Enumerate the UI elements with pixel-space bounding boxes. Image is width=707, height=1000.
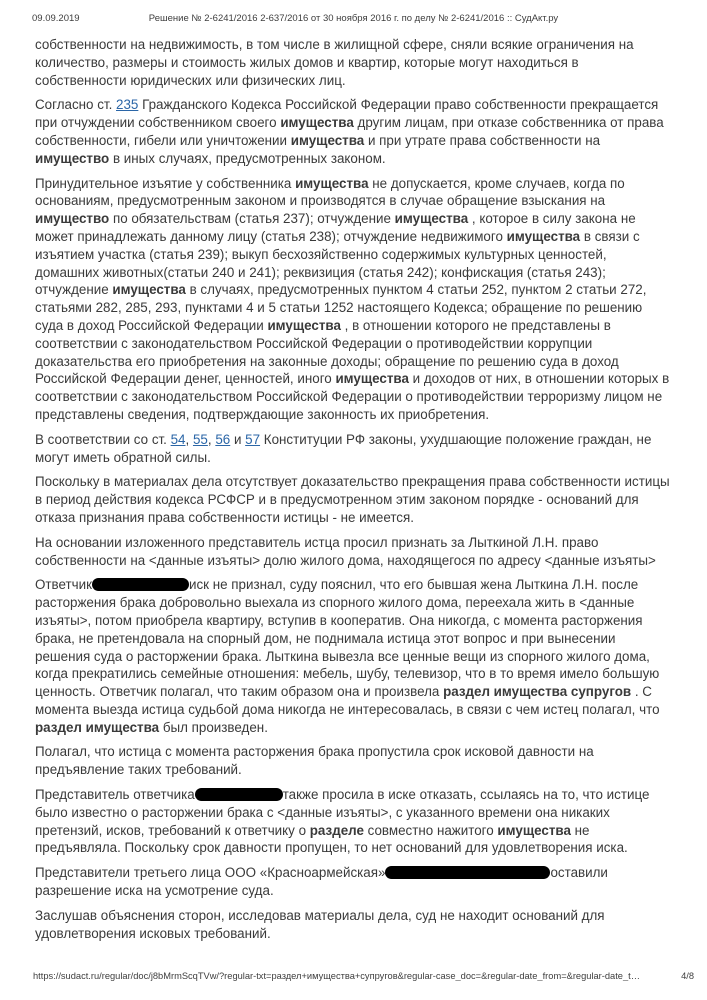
text-run: совместно нажитого bbox=[363, 822, 498, 838]
text-run: , bbox=[207, 431, 216, 447]
text-run: в иных случаях, предусмотренных законом. bbox=[109, 150, 386, 166]
text-run: Представители третьего лица ООО «Красноармейская» bbox=[35, 865, 386, 881]
bold-text-run: имущество bbox=[35, 150, 110, 166]
bold-text-run: имущества bbox=[267, 317, 341, 333]
redaction-box bbox=[195, 788, 283, 801]
statute-link[interactable]: 55 bbox=[192, 431, 208, 447]
text-run: не допускается, кроме случаев, когда по основаниям, предусмотренным законом и производятся в случае обращение взыскания на bbox=[35, 175, 625, 209]
print-date: 09.09.2019 bbox=[32, 13, 80, 24]
paragraph bbox=[35, 473, 673, 526]
paragraph bbox=[35, 786, 673, 857]
text-run: был произведен. bbox=[159, 719, 268, 735]
print-title: Решение № 2-6241/2016 2-637/2016 от 30 ноября 2016 г. по делу № 2-6241/2016 :: СудАкт.ру bbox=[148, 13, 559, 24]
text-run: по обязательствам (статья 237); отчуждение bbox=[109, 211, 395, 227]
text-run: иск не признал, суду пояснил, что его бывшая жена Лыткина Л.Н. после расторжения брака добровольно выехала из спорного жилого дома, переехала жить в <данные изъяты>, потом приобрела квартиру, вступив в кооператив. Она никогда, с момента расторжения брака, не претендовала на спорный дом, не поднимала истица этот вопрос и при вынесении решения суда о расторжении брака. Лыткина вывезла все ценные вещи из спорного жилого дома, когда прекратились семейные отношения: мебель, шубу, телевизор, что в то время имело большую ценность. Ответчик полагал, что таким образом она и произвела bbox=[35, 577, 660, 700]
paragraph bbox=[35, 36, 673, 89]
text-run: и при утрате права собственности на bbox=[364, 132, 601, 148]
text-run: Полагал, что истица с момента расторжения брака пропустила срок исковой давности на предъявление таких требований. bbox=[35, 744, 594, 778]
text-run: Представитель ответчика bbox=[35, 787, 195, 803]
text-run: В соответствии со ст. bbox=[35, 431, 171, 447]
paragraph bbox=[35, 864, 673, 900]
statute-link[interactable]: 57 bbox=[245, 431, 261, 447]
paragraph bbox=[35, 96, 673, 167]
paragraph bbox=[35, 431, 673, 467]
bold-text-run: имущества bbox=[394, 211, 469, 227]
bold-text-run: имущества bbox=[295, 175, 369, 191]
text-run: и bbox=[230, 431, 246, 447]
text-run: собственности на недвижимость, в том числе в жилищной сфере, сняли всякие ограничения на количество, размеры и стоимость жилых домов и квартир, которые могут находиться в собственности юридических или физических лиц. bbox=[35, 37, 634, 88]
bold-text-run: разделе bbox=[309, 822, 364, 838]
bold-text-run: имущества bbox=[506, 228, 581, 244]
bold-text-run: раздел имущества супругов bbox=[443, 684, 632, 700]
redaction-box bbox=[92, 578, 189, 591]
redaction-box bbox=[385, 866, 550, 879]
bold-text-run: имущества bbox=[290, 132, 365, 148]
page-indicator: 4/8 bbox=[681, 971, 694, 981]
text-run: не предъявляла. Поскольку срок давности пропущен, то нет оснований для удовлетворения иска. bbox=[35, 822, 628, 856]
text-run: На основании изложенного представитель истца просил признать за Лыткиной Л.Н. право собственности на <данные изъяты> долю жилого дома, находящегося по адресу <данные изъяты> bbox=[35, 534, 656, 568]
paragraph bbox=[35, 534, 673, 570]
text-run: Ответчик bbox=[35, 577, 92, 593]
bold-text-run: имущества bbox=[280, 115, 354, 131]
text-run: , которое в силу закона не может принадлежать данному лицу (статья 238); отчуждение недвижимого bbox=[35, 211, 636, 244]
statute-link[interactable]: 56 bbox=[215, 431, 231, 447]
print-footer bbox=[33, 971, 694, 981]
text-run: в связи с изъятием участка (статья 239); выкуп бесхозяйственно содержимых культурных ценностей, домашних животных(статьи 240 и 241); реквизиция (статья 242); конфискация (статья 243); отчуждение bbox=[35, 228, 640, 298]
bold-text-run: имущества bbox=[497, 822, 571, 838]
bold-text-run: раздел имущества bbox=[35, 719, 160, 735]
text-run: Заслушав объяснения сторон, исследовав материалы дела, суд не находит оснований для удовлетворения исковых требований. bbox=[35, 907, 605, 941]
document-body bbox=[35, 36, 673, 949]
paragraph bbox=[35, 743, 673, 779]
text-run: Согласно ст. bbox=[35, 97, 117, 113]
text-run: также просила в иске отказать, ссылаясь на то, что истице было известно о расторжении брака с <данные изъяты>, с указанного времени она никаких претензий, исков, требований к ответчику о bbox=[35, 787, 650, 838]
text-run: Гражданского Кодекса Российской Федерации право собственности прекращается при отчуждении собственником своего bbox=[35, 97, 659, 131]
text-run: . С момента выезда истица судьбой дома никогда не интересовалась, в связи с чем истец полагал, что bbox=[35, 684, 660, 717]
paragraph bbox=[35, 175, 673, 424]
statute-link[interactable]: 235 bbox=[116, 97, 139, 113]
text-run: другим лицам, при отказе собственника от права собственности, гибели или уничтожении bbox=[35, 115, 664, 148]
footer-url: https://sudact.ru/regular/doc/j8bMrmScqTVw/?regular-txt=раздел+имущества+супругов&regular-case_doc=&regular-date_from=&regular-date_t… bbox=[33, 971, 640, 981]
paragraph bbox=[35, 576, 673, 736]
paragraph bbox=[35, 907, 673, 943]
text-run: , bbox=[185, 431, 193, 447]
text-run: Принудительное изъятие у собственника bbox=[35, 175, 296, 191]
statute-link[interactable]: 54 bbox=[170, 431, 186, 447]
text-run: в случаях, предусмотренных пунктом 4 статьи 252, пунктом 2 статьи 272, статьями 282, 285, 293, пунктами 4 и 5 статьи 1252 настоящего Кодекса; обращение по решению суда в доход Российской Федерации bbox=[35, 282, 647, 333]
text-run: , в отношении которого не представлены в соответствии с законодательством Российской Федерации о противодействии коррупции доказательства его приобретения на законные доходы; обращение по решению суда в доход Российской Федерации денег, ценностей, иного bbox=[35, 317, 619, 387]
bold-text-run: имущества bbox=[335, 371, 409, 387]
text-run: и доходов от них, в отношении которых в соответствии с законодательством Российской Федерации о противодействии терроризму лицом не представлены сведения, подтверждающие законность их приобретения. bbox=[35, 371, 670, 422]
print-header bbox=[0, 13, 707, 25]
text-run: Поскольку в материалах дела отсутствует доказательство прекращения права собственности истицы в период действия кодекса РСФСР и в предусмотренном этим законом порядке - оснований для отказа признания права собственности истицы - не имеется. bbox=[35, 474, 670, 525]
bold-text-run: имущество bbox=[35, 211, 110, 227]
text-run: оставили разрешение иска на усмотрение суда. bbox=[35, 865, 608, 899]
text-run: Конституции РФ законы, ухудшающие положение граждан, не могут иметь обратной силы. bbox=[35, 431, 652, 465]
bold-text-run: имущества bbox=[112, 282, 186, 298]
